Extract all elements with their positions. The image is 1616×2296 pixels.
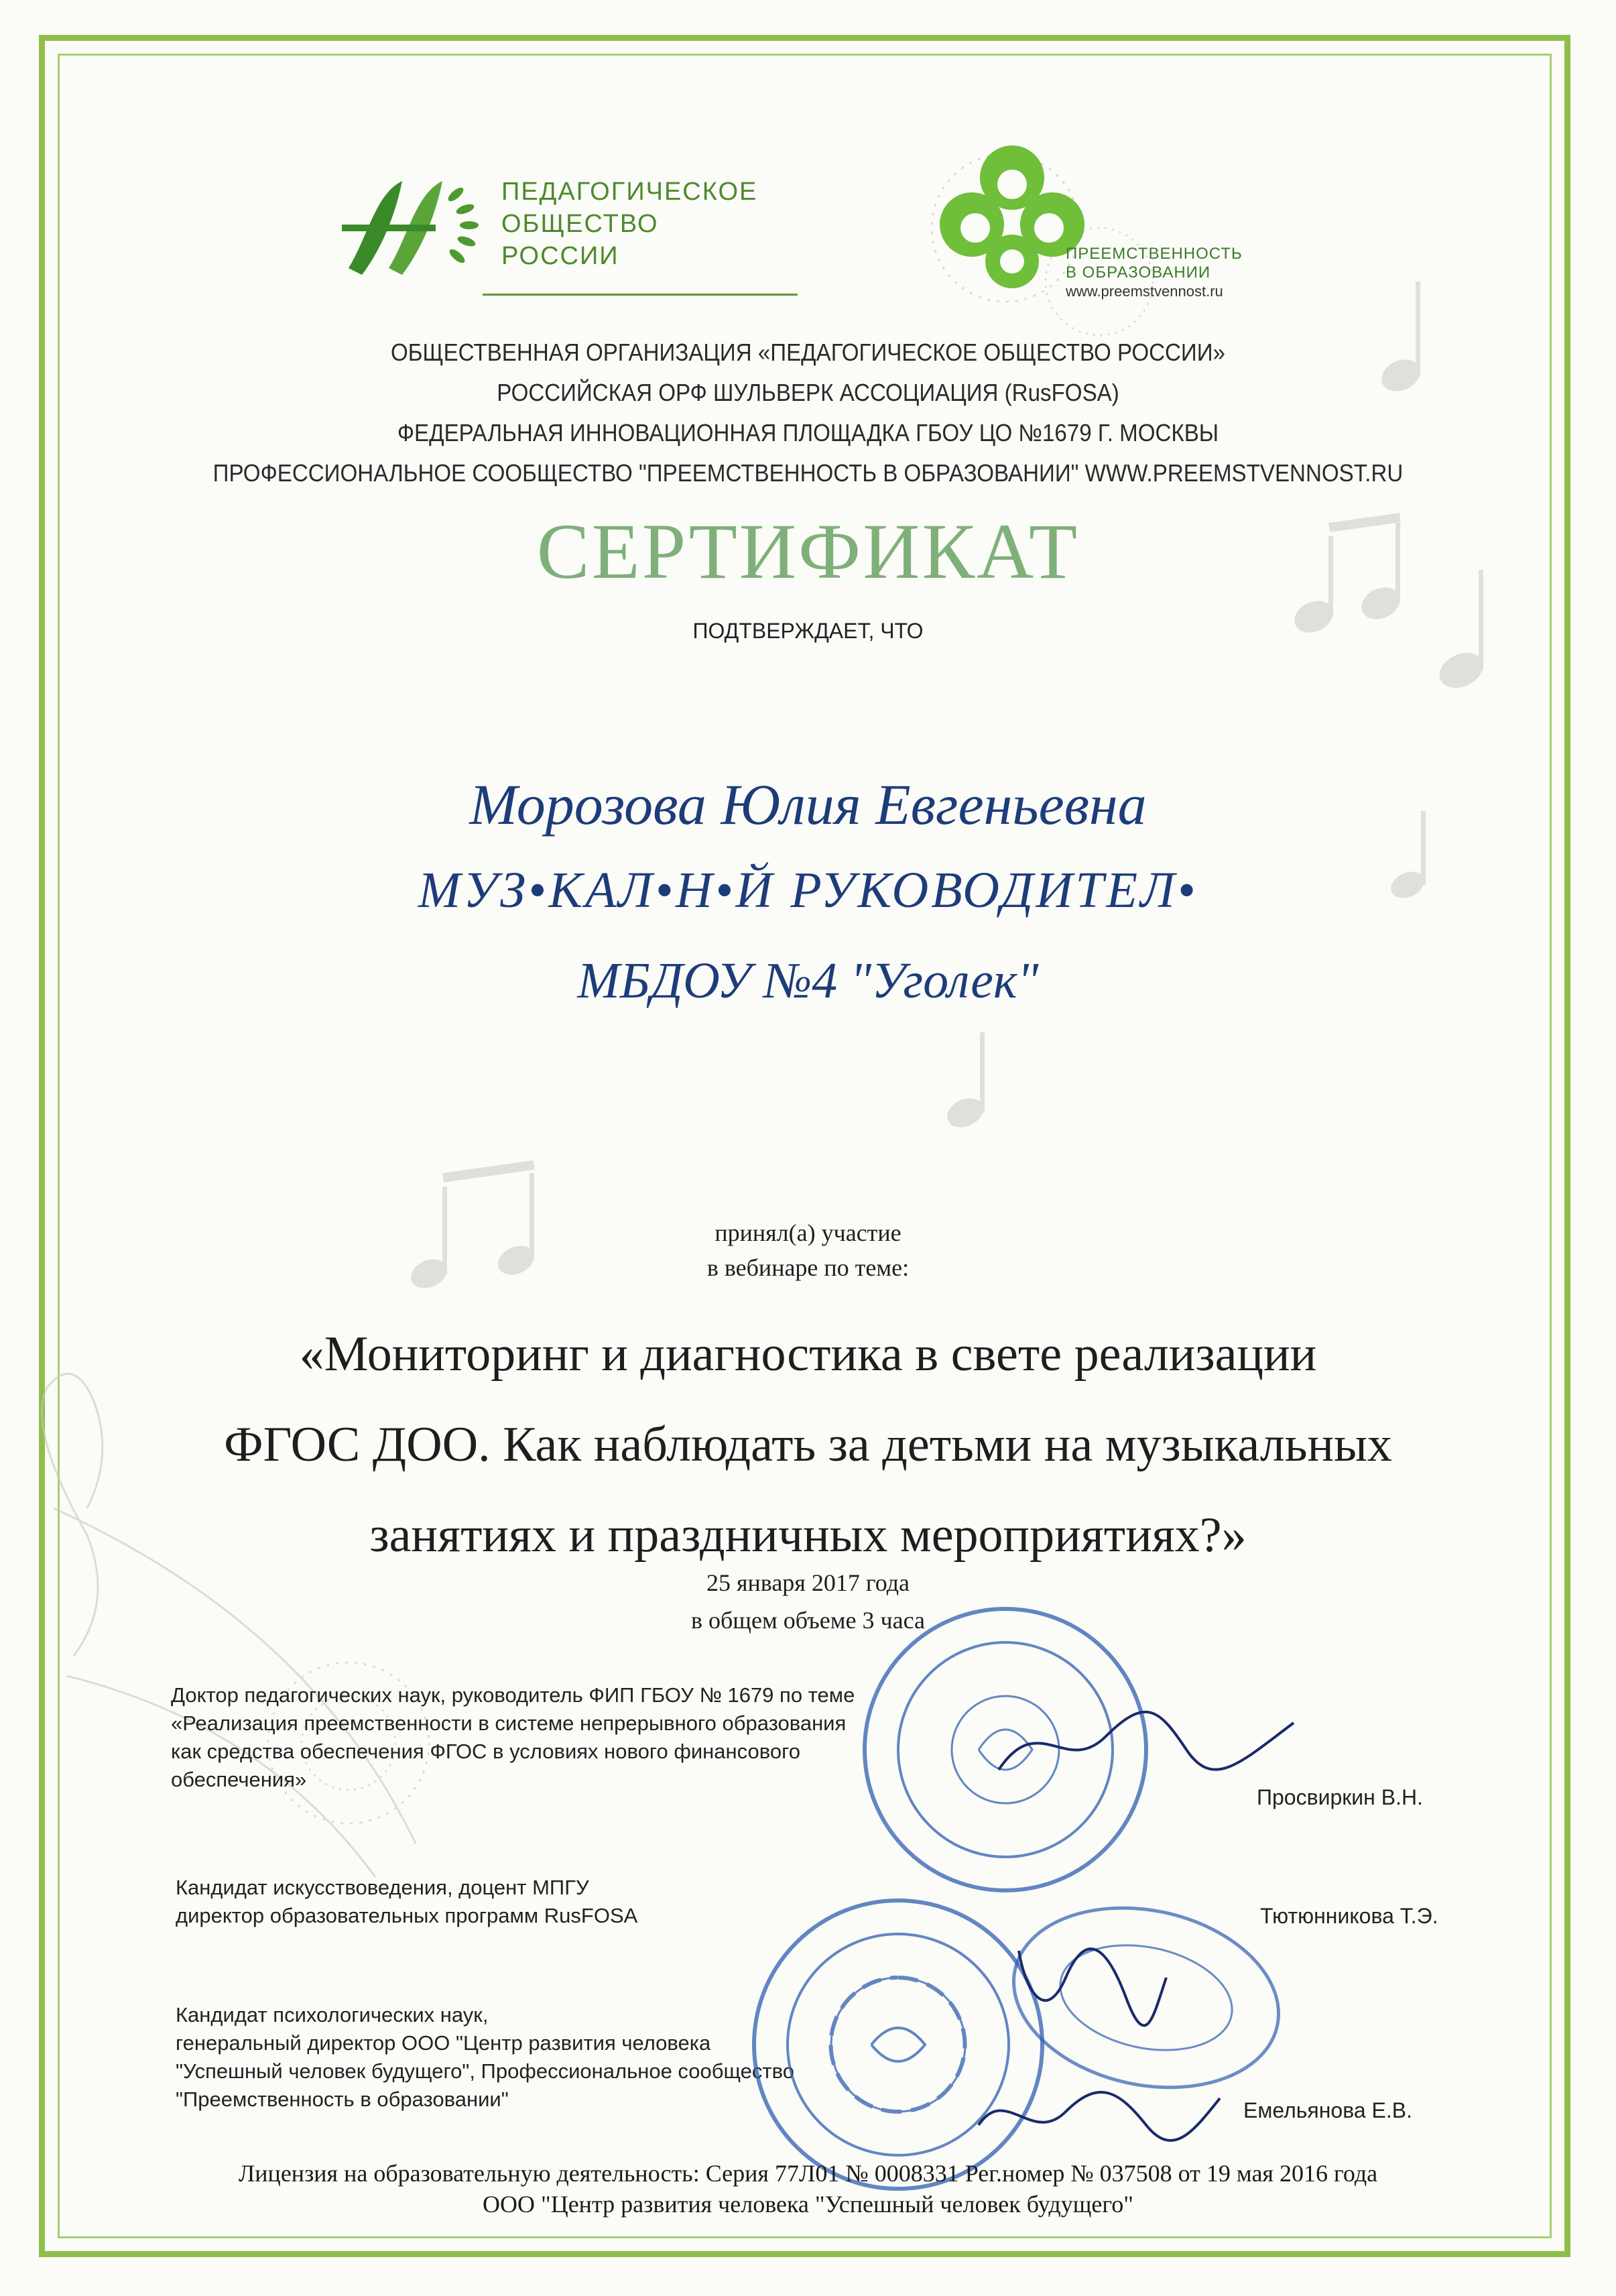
signatory-2-name: Тютюнникова Т.Э. (1260, 1904, 1438, 1928)
left-logo-line: РОССИИ (501, 242, 619, 270)
right-logo-url: www.preemstvennost.ru (1066, 283, 1223, 300)
signatory-1-name: Просвиркин В.Н. (1257, 1785, 1423, 1809)
signatory-line: Кандидат искусствоведения, доцент МПГУ (176, 1876, 589, 1899)
left-logo-line: ОБЩЕСТВО (501, 210, 659, 238)
topic-line: занятиях и праздничных мероприятиях?» (369, 1508, 1247, 1563)
left-logo-line: ПЕДАГОГИЧЕСКОЕ (501, 178, 758, 206)
org-line: ПРОФЕССИОНАЛЬНОЕ СООБЩЕСТВО "ПРЕЕМСТВЕННОСТЬ В ОБРАЗОВАНИИ" WWW.PREEMSTVENNOST.RU (212, 459, 1404, 487)
signatory-line: Доктор педагогических наук, руководитель ФИП ГБОУ № 1679 по теме (171, 1683, 855, 1707)
signatory-line: директор образовательных программ RusFOSA (176, 1904, 638, 1927)
topic-line: «Мониторинг и диагностика в свете реализации (299, 1327, 1317, 1382)
event-date: 25 января 2017 года (706, 1569, 910, 1596)
logo-underline (483, 294, 798, 296)
right-logo-line: ПРЕЕМСТВЕННОСТЬ (1066, 245, 1243, 263)
left-logo-text (501, 176, 757, 272)
license-line: ООО "Центр развития человека "Успешный человек будущего" (483, 2191, 1133, 2218)
signature-1-icon (985, 1696, 1307, 1790)
signatory-line: как средства обеспечения ФГОС в условиях нового финансового (171, 1740, 800, 1763)
license-line: Лицензия на образовательную деятельность: Серия 77Л01 № 0008331 Рег.номер № 037508 от 19 мая 2016 года (238, 2160, 1378, 2187)
participation-line: принял(а) участие (714, 1219, 902, 1246)
recipient-name: Морозова Юлия Евгеньевна (469, 772, 1147, 837)
participation-line: в вебинаре по теме: (706, 1254, 910, 1281)
recipient-organization: МБДОУ №4 "Уголек" (577, 953, 1039, 1009)
right-logo-text (1066, 245, 1243, 301)
signatory-line: обеспечения» (171, 1768, 307, 1791)
confirm-text: ПОДТВЕРЖДАЕТ, ЧТО (692, 619, 924, 643)
signatory-line: "Успешный человек будущего", Профессиональное сообщество (176, 2059, 794, 2083)
signatory-line: Кандидат психологических наук, (176, 2003, 489, 2027)
topic-line: ФГОС ДОО. Как наблюдать за детьми на музыкальных (224, 1417, 1392, 1472)
recipient-position: МУЗ•КАЛ•Н•Й РУКОВОДИТЕЛ• (418, 862, 1198, 918)
signature-3-icon (965, 2071, 1233, 2152)
org-line: ОБЩЕСТВЕННАЯ ОРГАНИЗАЦИЯ «ПЕДАГОГИЧЕСКОЕ ОБЩЕСТВО РОССИИ» (391, 339, 1225, 366)
signatory-line: генеральный директор ООО "Центр развития человека (176, 2031, 711, 2055)
signatory-1-title (171, 1681, 962, 1794)
org-line: РОССИЙСКАЯ ОРФ ШУЛЬВЕРК АССОЦИАЦИЯ (RusFOSA) (497, 379, 1119, 406)
certificate-title: СЕРТИФИКАТ (536, 507, 1080, 595)
signatory-line: «Реализация преемственности в системе непрерывного образования (171, 1711, 847, 1735)
right-logo-line: В ОБРАЗОВАНИИ (1066, 263, 1211, 282)
signatory-3-name: Емельянова Е.В. (1243, 2098, 1413, 2122)
event-volume: в общем объеме 3 часа (690, 1607, 926, 1634)
signatory-line: "Преемственность в образовании" (176, 2088, 509, 2111)
pedagogical-society-logo-icon (322, 154, 496, 288)
signature-2-icon (1005, 1937, 1180, 2031)
org-line: ФЕДЕРАЛЬНАЯ ИННОВАЦИОННАЯ ПЛОЩАДКА ГБОУ ЦО №1679 Г. МОСКВЫ (397, 419, 1219, 446)
